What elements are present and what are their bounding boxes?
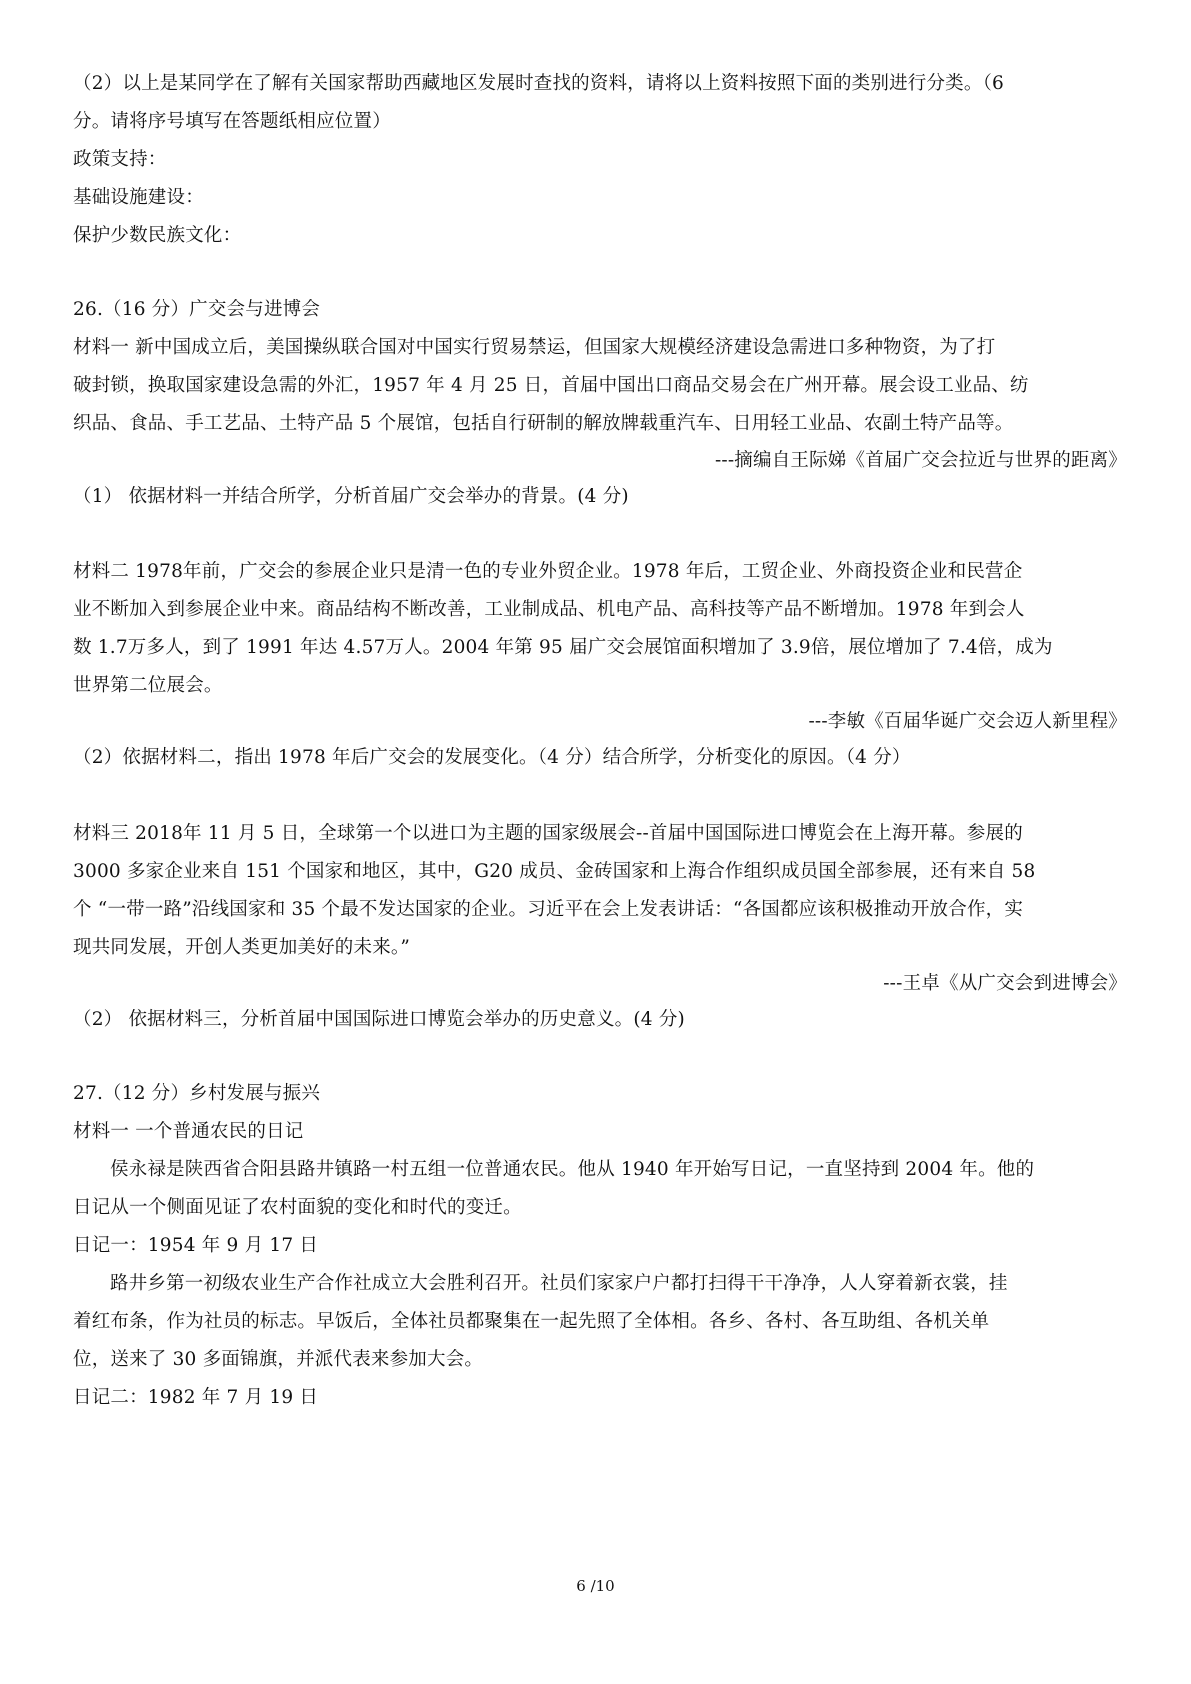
q27-diary1-line1: 路井乡第一初级农业生产合作社成立大会胜利召开。社员们家家户户都打扫得干干净净，人人穿着新衣裳，挂 (110, 1273, 1008, 1294)
q26-question1: （1） 依据材料一并结合所学，分析首届广交会举办的背景。(4 分) (73, 486, 629, 507)
category-policy: 政策支持： (73, 149, 167, 170)
q26-question3: （2） 依据材料三，分析首届中国国际进口博览会举办的历史意义。(4 分) (73, 1009, 685, 1030)
q26-material2-source: ---李敏《百届华诞广交会迈人新里程》 (808, 711, 1127, 732)
q26-material3-line1: 材料三 2018年 11 月 5 日，全球第一个以进口为主题的国家级展会--首届中国国际进口博览会在上海开幕。参展的 (73, 823, 1023, 844)
q26-material2-line2: 业不断加入到参展企业中来。商品结构不断改善，工业制成品、机电产品、高科技等产品不断增加。1978 年到会人 (73, 599, 1025, 620)
q27-title: 27.（12 分）乡村发展与振兴 (73, 1083, 321, 1104)
category-culture: 保护少数民族文化： (73, 225, 242, 246)
q26-material1-line2: 破封锁，换取国家建设急需的外汇，1957 年 4 月 25 日，首届中国出口商品交易会在广州开幕。展会设工业品、纺 (73, 375, 1029, 396)
q27-diary2-title: 日记二：1982 年 7 月 19 日 (73, 1387, 319, 1408)
q26-material2-line3: 数 1.7万多人，到了 1991 年达 4.57万人。2004 年第 95 届广交会展馆面积增加了 3.9倍，展位增加了 7.4倍，成为 (73, 637, 1053, 658)
q26-material3-line3: 个 “一带一路”沿线国家和 35 个最不发达国家的企业。习近平在会上发表讲话：“各国都应该积极推动开放合作，实 (73, 899, 1024, 920)
q26-material3-line4: 现共同发展，开创人类更加美好的未来。” (73, 937, 411, 958)
q26-material1-line3: 织品、食品、手工艺品、土特产品 5 个展馆，包括自行研制的解放牌载重汽车、日用轻工业品、农副土特产品等。 (73, 413, 1014, 434)
q27-diary1-title: 日记一：1954 年 9 月 17 日 (73, 1235, 319, 1256)
page-number: 6 /10 (576, 1577, 615, 1595)
category-infrastructure: 基础设施建设： (73, 187, 204, 208)
q27-diary1-line3: 位，送来了 30 多面锦旗，并派代表来参加大会。 (73, 1349, 484, 1370)
q26-material2-line4: 世界第二位展会。 (73, 675, 223, 696)
q26-question2: （2）依据材料二，指出 1978 年后广交会的发展变化。（4 分）结合所学，分析变化的原因。（4 分） (73, 747, 911, 768)
q26-material2-line1: 材料二 1978年前，广交会的参展企业只是清一色的专业外贸企业。1978 年后，工贸企业、外商投资企业和民营企 (73, 561, 1023, 582)
q27-diary1-line2: 着红布条，作为社员的标志。早饭后，全体社员都聚集在一起先照了全体相。各乡、各村、各互助组、各机关单 (73, 1311, 990, 1332)
q27-intro-line2: 日记从一个侧面见证了农村面貌的变化和时代的变迁。 (73, 1197, 522, 1218)
q27-intro-line1: 侯永禄是陕西省合阳县路井镇路一村五组一位普通农民。他从 1940 年开始写日记，一直坚持到 2004 年。他的 (110, 1159, 1035, 1180)
q27-material1-title: 材料一 一个普通农民的日记 (73, 1121, 304, 1142)
q26-material1-source: ---摘编自王际娣《首届广交会拉近与世界的距离》 (714, 450, 1127, 471)
q25-part2-line1: （2）以上是某同学在了解有关国家帮助西藏地区发展时查找的资料，请将以上资料按照下面的类别进行分类。（6 (73, 73, 1004, 94)
q26-material3-line2: 3000 多家企业来自 151 个国家和地区，其中，G20 成员、金砖国家和上海合作组织成员国全部参展，还有来自 58 (73, 861, 1036, 882)
q25-part2-line2: 分。请将序号填写在答题纸相应位置） (73, 111, 391, 132)
q26-material1-line1: 材料一 新中国成立后，美国操纵联合国对中国实行贸易禁运，但国家大规模经济建设急需进口多种物资，为了打 (73, 337, 996, 358)
q26-title: 26.（16 分）广交会与进博会 (73, 299, 321, 320)
q26-material3-source: ---王卓《从广交会到进博会》 (883, 973, 1127, 994)
